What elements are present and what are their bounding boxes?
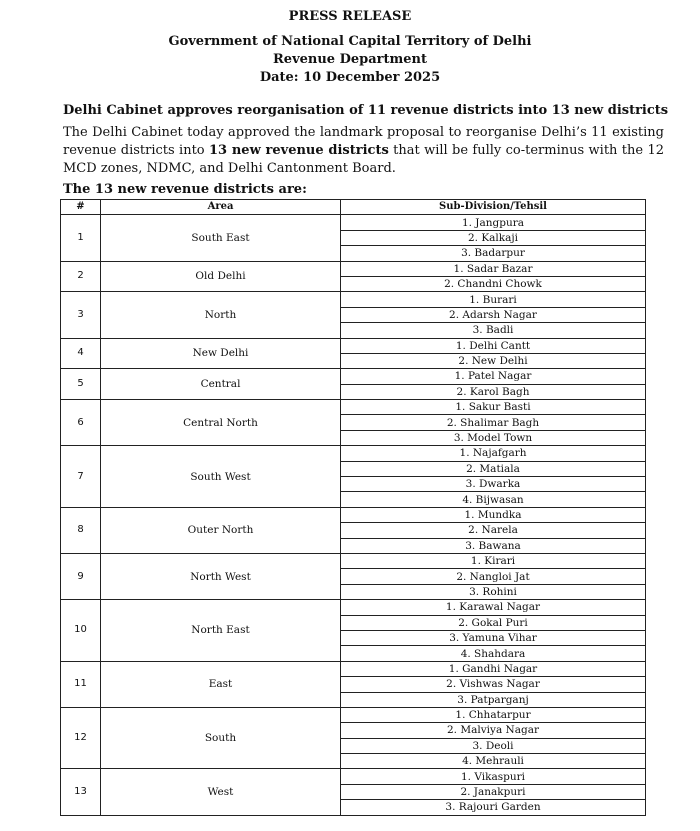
subdivision-cell: 2. Nangloi Jat — [341, 569, 646, 584]
subdivision-cell: 1. Jangpura — [341, 215, 646, 230]
column-header-number: # — [61, 200, 101, 215]
district-area-cell: North — [101, 292, 341, 338]
subdivision-cell: 3. Badli — [341, 323, 646, 338]
district-number-cell: 6 — [61, 400, 101, 446]
district-number-cell: 13 — [61, 769, 101, 815]
district-area-cell: East — [101, 661, 341, 707]
subdivision-cell: 4. Shahdara — [341, 646, 646, 661]
subdivision-cell: 2. Narela — [341, 523, 646, 538]
district-number-cell: 2 — [61, 261, 101, 292]
release-date: Date: 10 December 2025 — [259, 70, 441, 85]
district-number-cell: 5 — [61, 369, 101, 400]
table-row — [61, 261, 646, 276]
district-number-cell: 12 — [61, 707, 101, 769]
district-area-cell: New Delhi — [101, 338, 341, 369]
government-name: Government of National Capital Territory of Delhi — [168, 34, 532, 49]
district-number-cell: 11 — [61, 661, 101, 707]
table-row — [61, 215, 646, 230]
subdivision-cell: 3. Model Town — [341, 430, 646, 445]
table-row — [61, 338, 646, 353]
district-area-cell: North West — [101, 553, 341, 599]
subdivision-cell: 2. Janakpuri — [341, 784, 646, 799]
subdivision-cell: 2. Matiala — [341, 461, 646, 476]
district-area-cell: Central — [101, 369, 341, 400]
district-area-cell: Central North — [101, 400, 341, 446]
districts-table — [60, 199, 646, 816]
district-number-cell: 9 — [61, 553, 101, 599]
subdivision-cell: 2. Shalimar Bagh — [341, 415, 646, 430]
table-row — [61, 661, 646, 676]
subdivision-cell: 2. Adarsh Nagar — [341, 307, 646, 322]
department-name: Revenue Department — [273, 52, 427, 67]
subdivision-cell: 3. Dwarka — [341, 477, 646, 492]
column-header-subdivision: Sub-Division/Tehsil — [341, 200, 646, 215]
paragraph-part-1: The Delhi Cabinet today approved the landmark proposal to reorganise Delhi’s 11 existing revenue districts into — [63, 125, 664, 158]
district-number-cell: 4 — [61, 338, 101, 369]
subdivision-cell: 1. Sakur Basti — [341, 400, 646, 415]
district-area-cell: South East — [101, 215, 341, 261]
subdivision-cell: 1. Chhatarpur — [341, 707, 646, 722]
subdivision-cell: 1. Sadar Bazar — [341, 261, 646, 276]
table-row — [61, 769, 646, 784]
subdivision-cell: 1. Kirari — [341, 553, 646, 568]
table-row — [61, 707, 646, 722]
district-number-cell: 10 — [61, 600, 101, 662]
table-row — [61, 553, 646, 568]
district-area-cell: Outer North — [101, 507, 341, 553]
table-row — [61, 446, 646, 461]
district-number-cell: 3 — [61, 292, 101, 338]
table-subheading: The 13 new revenue districts are: — [63, 182, 307, 197]
subdivision-cell: 1. Gandhi Nagar — [341, 661, 646, 676]
subdivision-cell: 3. Rajouri Garden — [341, 800, 646, 815]
subdivision-cell: 3. Patparganj — [341, 692, 646, 707]
subdivision-cell: 2. Gokal Puri — [341, 615, 646, 630]
districts-table-body — [61, 215, 646, 815]
district-area-cell: South — [101, 707, 341, 769]
subdivision-cell: 3. Deoli — [341, 738, 646, 753]
subdivision-cell: 1. Vikaspuri — [341, 769, 646, 784]
district-number-cell: 7 — [61, 446, 101, 508]
subdivision-cell: 2. New Delhi — [341, 353, 646, 368]
document-title: PRESS RELEASE — [288, 9, 412, 24]
subdivision-cell: 1. Mundka — [341, 507, 646, 522]
table-row — [61, 600, 646, 615]
table-row — [61, 369, 646, 384]
table-header-row — [61, 200, 646, 215]
subdivision-cell: 3. Badarpur — [341, 246, 646, 261]
district-number-cell: 1 — [61, 215, 101, 261]
subdivision-cell: 3. Bawana — [341, 538, 646, 553]
district-number-cell: 8 — [61, 507, 101, 553]
district-area-cell: West — [101, 769, 341, 815]
district-area-cell: North East — [101, 600, 341, 662]
subdivision-cell: 1. Patel Nagar — [341, 369, 646, 384]
district-area-cell: South West — [101, 446, 341, 508]
subdivision-cell: 4. Bijwasan — [341, 492, 646, 507]
headline: Delhi Cabinet approves reorganisation of 11 revenue districts into 13 new districts — [63, 103, 669, 118]
subdivision-cell: 1. Karawal Nagar — [341, 600, 646, 615]
table-row — [61, 292, 646, 307]
subdivision-cell: 1. Najafgarh — [341, 446, 646, 461]
subdivision-cell: 2. Karol Bagh — [341, 384, 646, 399]
subdivision-cell: 2. Chandni Chowk — [341, 276, 646, 291]
body-paragraph — [63, 124, 664, 178]
subdivision-cell: 2. Kalkaji — [341, 230, 646, 245]
subdivision-cell: 1. Delhi Cantt — [341, 338, 646, 353]
press-release-document — [0, 0, 700, 199]
subdivision-cell: 3. Yamuna Vihar — [341, 630, 646, 645]
table-row — [61, 400, 646, 415]
column-header-area: Area — [101, 200, 341, 215]
subdivision-cell: 1. Burari — [341, 292, 646, 307]
paragraph-part-2: that will be fully co-terminus with the 12 MCD zones, NDMC, and Delhi Cantonment Board. — [63, 143, 664, 176]
subdivision-cell: 2. Malviya Nagar — [341, 723, 646, 738]
table-row — [61, 507, 646, 522]
subdivision-cell: 2. Vishwas Nagar — [341, 677, 646, 692]
paragraph-bold: 13 new revenue districts — [209, 143, 389, 158]
district-area-cell: Old Delhi — [101, 261, 341, 292]
subdivision-cell: 3. Rohini — [341, 584, 646, 599]
subdivision-cell: 4. Mehrauli — [341, 754, 646, 769]
